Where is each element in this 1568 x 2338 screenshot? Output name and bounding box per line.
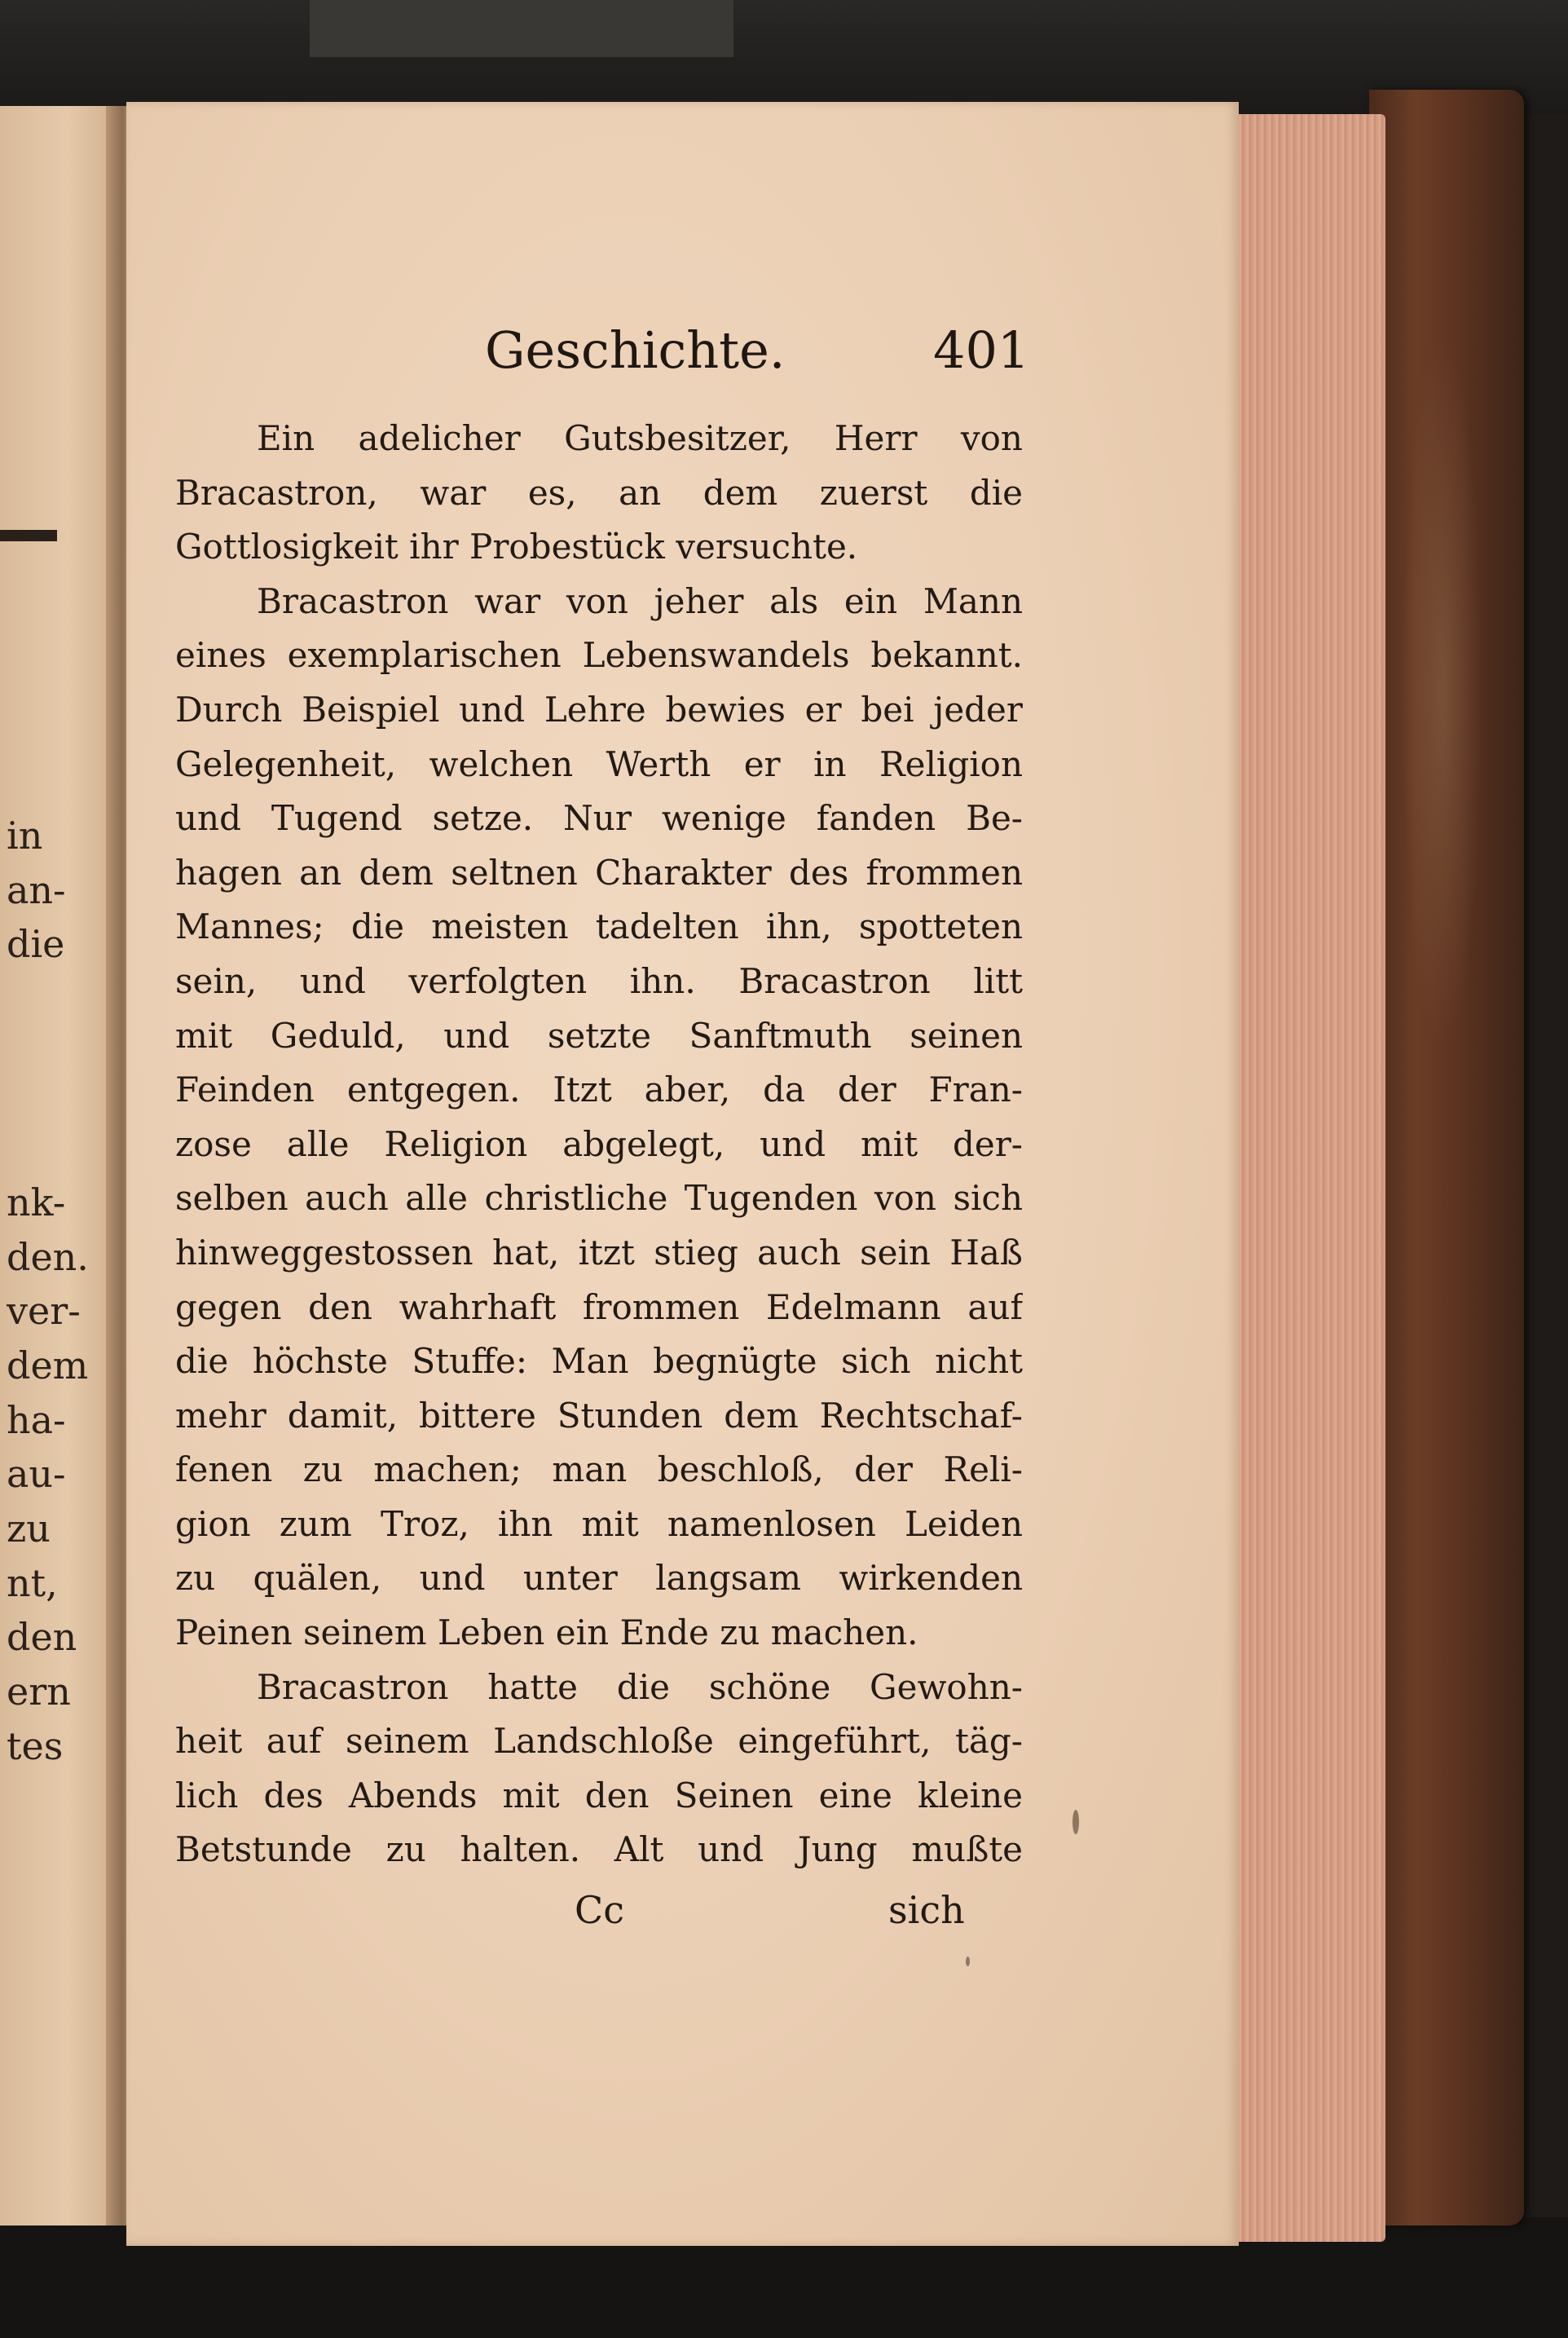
- text-line: Feinden entgegen. Itzt aber, da der Fran-: [175, 1070, 1023, 1110]
- text-line: eines exemplarischen Lebenswandels bekannt.: [175, 635, 1023, 676]
- text-line: zu quälen, und unter langsam wirkenden: [175, 1558, 1023, 1599]
- text-line: sein, und verfolgten ihn. Bracastron litt: [175, 960, 1023, 1001]
- text-line: lich des Abends mit den Seinen eine kleine: [175, 1775, 1023, 1815]
- text-line: gegen den wahrhaft frommen Edelmann auf: [175, 1286, 1023, 1327]
- text-line: die höchste Stuffe: Man begnügte sich nicht: [175, 1341, 1023, 1382]
- text-line: selben auch alle christliche Tugenden von sich: [175, 1178, 1023, 1219]
- left-fragment: dem: [7, 1343, 89, 1387]
- text-line: mehr damit, bittere Stunden dem Rechtschaf-: [175, 1395, 1023, 1436]
- left-fragment: ver-: [7, 1289, 81, 1333]
- left-page: [0, 106, 122, 2226]
- text-line: hagen an dem seltnen Charakter des frommen: [175, 852, 1023, 893]
- left-fragment: an-: [7, 868, 66, 912]
- text-line: Gelegenheit, welchen Werth er in Religion: [175, 743, 1023, 784]
- text-line: Gottlosigkeit ihr Probestück versuchte.: [175, 527, 858, 567]
- text-line: heit auf seinem Landschloße eingeführt, täg-: [175, 1721, 1023, 1762]
- left-fragment: nt,: [7, 1561, 58, 1605]
- text-line: Bracastron, war es, an dem zuerst die: [175, 472, 1023, 513]
- page-number: 401: [933, 320, 1030, 380]
- left-fragment: in: [7, 814, 43, 858]
- left-fragment: ern: [7, 1670, 71, 1714]
- left-fragment: die: [7, 922, 65, 966]
- left-fragment: den: [7, 1615, 77, 1659]
- left-fragment: au-: [7, 1452, 66, 1496]
- text-line: und Tugend setze. Nur wenige fanden Be-: [175, 798, 1023, 839]
- page-edges: [1231, 114, 1385, 2242]
- paper-fleck: [966, 1956, 970, 1966]
- text-line: Betstunde zu halten. Alt und Jung mußte: [175, 1829, 1023, 1870]
- signature-mark: Cc: [575, 1888, 624, 1932]
- text-line: hinweggestossen hat, itzt stieg auch sein Haß: [175, 1232, 1023, 1273]
- cover-wear: [1402, 326, 1483, 1060]
- text-line: fenen zu machen; man beschloß, der Reli-: [175, 1449, 1023, 1490]
- text-line: mit Geduld, und setzte Sanftmuth seinen: [175, 1015, 1023, 1056]
- catchword: sich: [888, 1888, 965, 1932]
- paper-fleck: [1072, 1810, 1079, 1834]
- text-line: Ein adelicher Gutsbesitzer, Herr von: [257, 418, 1023, 458]
- text-line: zose alle Religion abgelegt, und mit der-: [175, 1123, 1023, 1164]
- background-object: [310, 0, 733, 57]
- running-head: Geschichte.: [485, 320, 786, 380]
- left-fragment: nk-: [7, 1180, 66, 1224]
- background-top: [0, 0, 1568, 114]
- left-fragment: den.: [7, 1235, 89, 1279]
- text-line: Peinen seinem Leben ein Ende zu machen.: [175, 1612, 918, 1653]
- left-page-rule: [0, 530, 57, 541]
- body-text: [175, 412, 1023, 1877]
- text-line: Bracastron war von jeher als ein Mann: [257, 580, 1023, 621]
- running-header: [485, 310, 1030, 399]
- left-fragment: tes: [7, 1724, 64, 1768]
- left-fragment: zu: [7, 1506, 51, 1551]
- text-line: Bracastron hatte die schöne Gewohn-: [257, 1666, 1023, 1707]
- left-fragment: ha-: [7, 1398, 66, 1442]
- text-line: Durch Beispiel und Lehre bewies er bei jeder: [175, 689, 1023, 730]
- text-line: gion zum Troz, ihn mit namenlosen Leiden: [175, 1503, 1023, 1544]
- text-line: Mannes; die meisten tadelten ihn, spotteten: [175, 907, 1023, 947]
